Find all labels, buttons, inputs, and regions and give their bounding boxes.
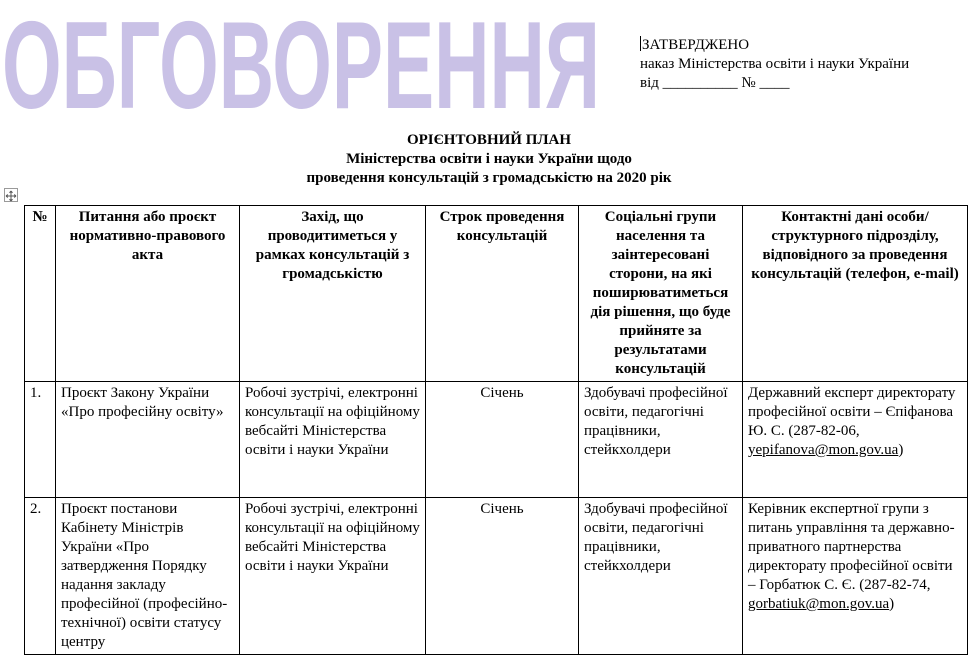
contact-email-link[interactable]: gorbatiuk@mon.gov.ua — [748, 596, 890, 612]
contact-text: Державний експерт директорату професійної освіти – Єпіфанова Ю. С. (287-82-06, — [748, 385, 956, 439]
row-groups: Здобувачі професійної освіти, педагогічні працівники, стейкхолдери — [579, 498, 743, 655]
row-act: Проєкт постанови Кабінету Міністрів України «Про затвердження Порядку надання закладу професійної (професійно-технічної) освіти статусу центру — [56, 498, 240, 655]
contact-text: Керівник експертної групи з питань управління та державно-приватного партнерства директорату професійної освіти – Горбатюк С. Є. (287-82-74, — [748, 501, 955, 593]
header-act: Питання або проєкт нормативно-правового акта — [56, 206, 240, 382]
consultation-plan-table — [24, 205, 968, 655]
table-move-handle[interactable] — [4, 188, 18, 202]
row-event: Робочі зустрічі, електронні консультації на офіційному вебсайті Міністерства освіти і науки України — [240, 498, 426, 655]
table-row — [25, 498, 968, 655]
row-number: 1. — [25, 382, 56, 498]
header-term: Строк проведення консультацій — [426, 206, 579, 382]
approval-date-line: від __________ № ____ — [640, 75, 790, 91]
row-term: Січень — [426, 498, 579, 655]
contact-end: ) — [898, 442, 904, 458]
row-contact — [743, 498, 968, 655]
row-contact — [743, 382, 968, 498]
watermark-text: ОБГОВОРЕННЯ — [2, 4, 600, 114]
row-act: Проєкт Закону України «Про професійну освіту» — [56, 382, 240, 498]
text-cursor — [640, 36, 641, 51]
table-header-row — [25, 206, 968, 382]
contact-email-link[interactable]: yepifanova@mon.gov.ua — [748, 442, 899, 458]
header-number: № — [25, 206, 56, 382]
row-event: Робочі зустрічі, електронні консультації на офіційному вебсайті Міністерства освіти і науки України — [240, 382, 426, 498]
title-line-1: ОРІЄНТОВНИЙ ПЛАН — [406, 132, 572, 148]
row-groups: Здобувачі професійної освіти, педагогічні працівники, стейкхолдери — [579, 382, 743, 498]
title-line-2: Міністерства освіти і науки України щодо — [346, 151, 632, 167]
header-groups: Соціальні групи населення та заінтересовані сторони, на які поширюватиметься дія рішення, що буде прийняте за результатами консультацій — [579, 206, 743, 382]
approval-heading: ЗАТВЕРДЖЕНО — [642, 37, 750, 53]
move-arrows-icon — [5, 190, 17, 202]
header-contact: Контактні дані особи/структурного підрозділу, відповідного за проведення консультацій (телефон, e-mail) — [743, 206, 968, 382]
approval-order: наказ Міністерства освіти і науки України — [640, 56, 910, 72]
table-row — [25, 382, 968, 498]
document-title — [0, 131, 978, 188]
title-line-3: проведення консультацій з громадськістю на 2020 рік — [306, 170, 672, 186]
contact-end: ) — [889, 596, 895, 612]
approval-block — [640, 36, 909, 93]
row-number: 2. — [25, 498, 56, 655]
header-event: Захід, що проводитиметься у рамках консультацій з громадськістю — [240, 206, 426, 382]
discussion-watermark — [2, 4, 602, 114]
row-term: Січень — [426, 382, 579, 498]
